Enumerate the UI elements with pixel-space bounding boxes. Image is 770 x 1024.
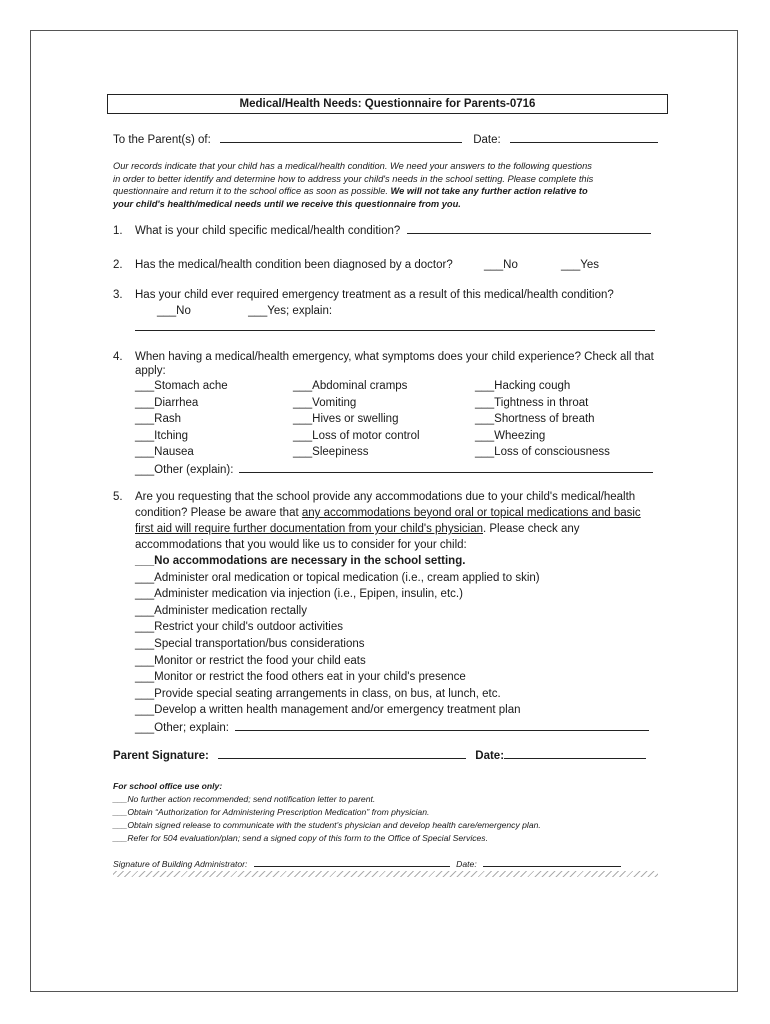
form-content: [113, 94, 655, 877]
symptom-option[interactable]: ___Sleepiness: [293, 446, 369, 458]
question-text: Has the medical/health condition been diagnosed by a doctor?: [135, 259, 453, 271]
spellcheck-underline: [113, 871, 658, 877]
symptom-option[interactable]: ___Loss of motor control: [293, 429, 420, 442]
symptom-option[interactable]: ___Tightness in throat: [475, 396, 589, 409]
date-label: Date:: [473, 134, 501, 146]
accommodation-option[interactable]: ___Monitor or restrict the food others eat in your child's presence: [135, 671, 466, 684]
office-use-option[interactable]: ___Obtain signed release to communicate with the student's physician and develop health care/emergency plan.: [113, 819, 541, 830]
symptom-other-row: [135, 461, 655, 478]
accommodation-option[interactable]: ___Administer medication via injection (i.e., Epipen, insulin, etc.): [135, 588, 463, 601]
condition-field[interactable]: [407, 222, 651, 234]
symptom-option[interactable]: ___Diarrhea: [135, 396, 199, 409]
admin-signature-label: Signature of Building Administrator:: [113, 858, 248, 869]
question-5-line: [113, 521, 655, 537]
question-text: condition? Please be aware that: [135, 507, 302, 519]
symptoms-grid: [113, 378, 655, 477]
symptom-row: [135, 411, 655, 428]
office-use-heading: For school office use only:: [113, 780, 223, 791]
question-1: [113, 222, 655, 239]
symptom-row: [135, 428, 655, 445]
symptom-option[interactable]: ___Shortness of breath: [475, 413, 595, 425]
symptom-row: [135, 395, 655, 412]
symptom-option[interactable]: ___Stomach ache: [135, 380, 228, 392]
diagnosed-yes-option[interactable]: ___Yes: [561, 259, 599, 271]
question-number: 3.: [113, 289, 123, 301]
explain-line: [113, 319, 655, 333]
admin-date-label: Date:: [456, 858, 477, 869]
emergency-no-option[interactable]: ___No: [157, 305, 191, 317]
question-5-line: [113, 505, 655, 521]
accommodation-option[interactable]: ___Special transportation/bus considerations: [135, 637, 365, 650]
parent-date-field[interactable]: [504, 747, 646, 759]
accommodation-other-option[interactable]: ___Other; explain:: [135, 721, 229, 734]
parent-signature-row: [113, 747, 655, 764]
parent-signature-field[interactable]: [218, 747, 466, 759]
question-text: Has your child ever required emergency treatment as a result of this medical/health condition?: [135, 289, 614, 301]
symptom-option[interactable]: ___Nausea: [135, 446, 194, 458]
admin-signature-field[interactable]: [254, 857, 450, 867]
underlined-notice: any accommodations beyond oral or topical medications and basic: [301, 507, 641, 519]
symptom-row: [135, 378, 655, 395]
accommodation-option[interactable]: ___Develop a written health management and/or emergency treatment plan: [135, 704, 521, 717]
accommodation-option[interactable]: ___Administer medication rectally: [135, 604, 307, 617]
emergency-explain-field[interactable]: [135, 319, 655, 331]
symptom-option[interactable]: ___Rash: [135, 413, 182, 425]
office-use-option[interactable]: ___Obtain “Authorization for Administering Prescription Medication” from physician.: [113, 806, 430, 817]
accommodations-list: [113, 553, 655, 737]
question-text: apply:: [135, 365, 166, 377]
question-3-options: [113, 303, 655, 319]
emergency-yes-option[interactable]: ___Yes; explain:: [248, 305, 333, 317]
intro-line: Our records indicate that your child has a medical/health condition. We need your answers to the following questions: [113, 161, 592, 171]
to-parents-row: [113, 131, 655, 148]
question-text: . Please check any: [482, 523, 580, 535]
question-number: 2.: [113, 259, 123, 271]
question-text: Are you requesting that the school provide any accommodations due to your child's medical/health: [135, 491, 636, 503]
symptom-row: [135, 444, 655, 461]
accommodation-option[interactable]: ___Administer oral medication or topical medication (i.e., cream applied to skin): [135, 571, 540, 584]
question-text: accommodations that you would like us to consider for your child:: [135, 539, 467, 551]
symptom-other-option[interactable]: ___Other (explain):: [135, 463, 234, 476]
question-5: [113, 489, 655, 505]
child-name-field[interactable]: [220, 131, 462, 143]
question-2: [113, 257, 655, 273]
intro-line: questionnaire and return it to the school office as soon as possible.: [113, 186, 391, 196]
question-number: 1.: [113, 225, 123, 237]
question-text: What is your child specific medical/health condition?: [135, 225, 401, 237]
symptom-option[interactable]: ___Loss of consciousness: [475, 446, 610, 458]
question-number: 5.: [113, 491, 123, 503]
symptom-option[interactable]: ___Hacking cough: [475, 380, 571, 392]
symptom-option[interactable]: ___Hives or swelling: [293, 413, 399, 425]
document-page: [30, 30, 738, 992]
intro-paragraph: [113, 160, 655, 210]
to-parents-label: To the Parent(s) of:: [113, 134, 211, 146]
symptom-option[interactable]: ___Vomiting: [293, 396, 357, 409]
diagnosed-no-option[interactable]: ___No: [483, 259, 518, 271]
intro-bold-text: your child's health/medical needs until we receive this questionnaire from you.: [113, 198, 461, 209]
underlined-notice: first aid will require further documentation from your child's physician: [135, 523, 483, 535]
accommodation-option[interactable]: ___No accommodations are necessary in the school setting.: [135, 555, 466, 567]
accommodation-other-row: [135, 719, 655, 737]
symptom-option[interactable]: ___Abdominal cramps: [293, 380, 408, 392]
intro-bold-text: We will not take any further action relative to: [390, 186, 588, 196]
form-title: Medical/Health Needs: Questionnaire for Parents-0716: [107, 94, 668, 114]
question-3: [113, 287, 655, 303]
symptom-option[interactable]: ___Wheezing: [475, 429, 546, 442]
office-use-option[interactable]: ___No further action recommended; send notification letter to parent.: [113, 793, 376, 804]
accommodation-option[interactable]: ___Restrict your child's outdoor activities: [135, 621, 344, 634]
question-number: 4.: [113, 351, 123, 363]
office-use-option[interactable]: ___Refer for 504 evaluation/plan; send a signed copy of this form to the Office of Special Services.: [113, 832, 488, 843]
intro-line: in order to better identify and determine how to address your child's needs in the school setting. Please complete this: [113, 173, 594, 184]
symptom-other-field[interactable]: [239, 461, 653, 473]
accommodation-option[interactable]: ___Provide special seating arrangements in class, on bus, at lunch, etc.: [135, 687, 501, 700]
parent-signature-label: Parent Signature:: [113, 749, 209, 762]
accommodation-other-field[interactable]: [235, 719, 649, 731]
office-use-section: [113, 780, 655, 845]
admin-signature-row: [113, 857, 655, 871]
date-field[interactable]: [510, 131, 658, 143]
admin-date-field[interactable]: [483, 857, 621, 867]
question-4: [113, 349, 655, 365]
question-text: When having a medical/health emergency, what symptoms does your child experience? Check all that: [135, 351, 654, 363]
accommodation-option[interactable]: ___Monitor or restrict the food your child eats: [135, 654, 366, 667]
parent-date-label: Date:: [475, 749, 505, 762]
symptom-option[interactable]: ___Itching: [135, 429, 189, 442]
